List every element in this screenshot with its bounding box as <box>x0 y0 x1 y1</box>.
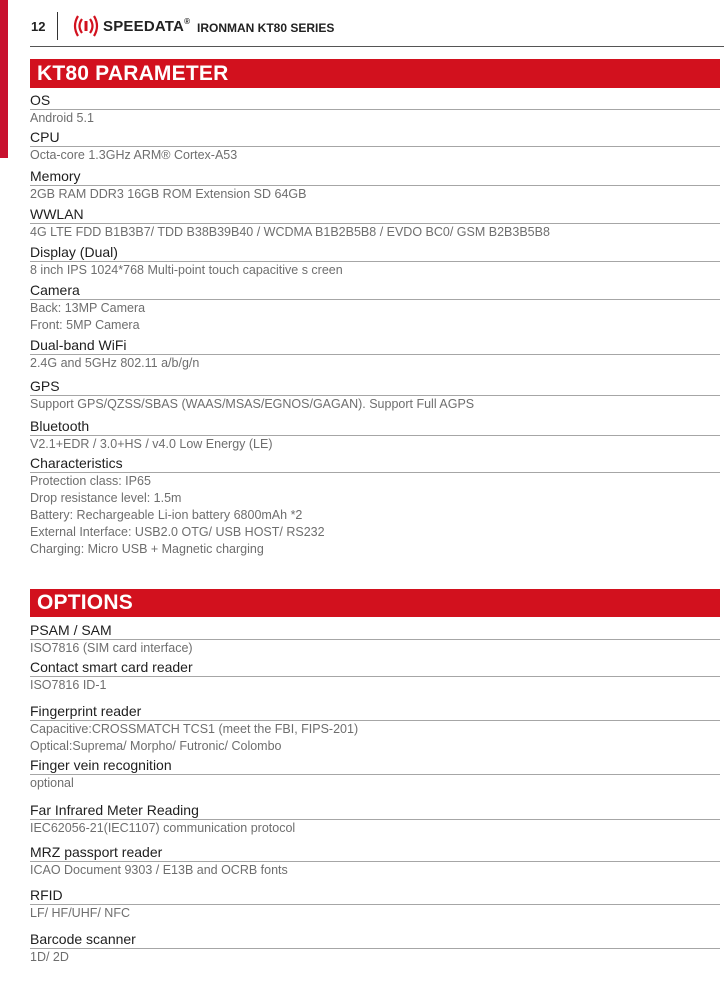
spec-row <box>30 622 720 659</box>
spec-row <box>30 378 720 418</box>
spec-row <box>30 244 720 282</box>
spec-row <box>30 802 720 844</box>
header-rule <box>30 46 724 47</box>
spec-value: Back: 13MP Camera <box>30 301 146 315</box>
spec-row <box>30 337 720 378</box>
spec-label: Barcode scanner <box>30 931 136 947</box>
spec-row <box>30 703 720 757</box>
spec-label: Characteristics <box>30 455 123 471</box>
spec-label: WWLAN <box>30 206 84 222</box>
spec-value: V2.1+EDR / 3.0+HS / v4.0 Low Energy (LE) <box>30 437 273 451</box>
spec-label: Far Infrared Meter Reading <box>30 802 199 818</box>
spec-label: Camera <box>30 282 80 298</box>
spec-row <box>30 931 720 972</box>
parameter-section-title: KT80 PARAMETER <box>30 59 720 88</box>
spec-value: Android 5.1 <box>30 111 94 125</box>
spec-label: CPU <box>30 129 60 145</box>
spec-value: ISO7816 (SIM card interface) <box>30 641 193 655</box>
header-divider <box>57 12 58 40</box>
spec-label: Bluetooth <box>30 418 90 434</box>
spec-row <box>30 455 720 558</box>
spec-label: MRZ passport reader <box>30 844 163 860</box>
spec-label: Display (Dual) <box>30 244 118 260</box>
spec-label: Fingerprint reader <box>30 703 142 719</box>
spec-value: Protection class: IP65 <box>30 474 151 488</box>
spec-value: Front: 5MP Camera <box>30 318 140 332</box>
spec-value: Charging: Micro USB + Magnetic charging <box>30 542 264 556</box>
page-number: 12 <box>31 19 46 34</box>
series-title: IRONMAN KT80 SERIES <box>197 21 335 35</box>
options-list <box>30 622 720 972</box>
spec-value: LF/ HF/UHF/ NFC <box>30 906 130 920</box>
spec-label: Contact smart card reader <box>30 659 193 675</box>
spec-value: External Interface: USB2.0 OTG/ USB HOST/ RS232 <box>30 525 325 539</box>
signal-waves-icon <box>72 13 100 39</box>
spec-row <box>30 418 720 455</box>
spec-value: IEC62056-21(IEC1107) communication protocol <box>30 821 296 835</box>
spec-label: PSAM / SAM <box>30 622 112 638</box>
spec-value: 1D/ 2D <box>30 950 69 964</box>
spec-value: Battery: Rechargeable Li-ion battery 6800mAh *2 <box>30 508 303 522</box>
spec-value: Support GPS/QZSS/SBAS (WAAS/MSAS/EGNOS/GAGAN). Support Full AGPS <box>30 397 475 411</box>
brand-logo <box>72 12 190 40</box>
spec-value: 2GB RAM DDR3 16GB ROM Extension SD 64GB <box>30 187 307 201</box>
spec-label: GPS <box>30 378 60 394</box>
spec-row <box>30 659 720 703</box>
spec-label: Finger vein recognition <box>30 757 172 773</box>
page-header <box>0 0 724 47</box>
spec-value: Optical:Suprema/ Morpho/ Futronic/ Colombo <box>30 739 282 753</box>
spec-label: Memory <box>30 168 81 184</box>
spec-value: 4G LTE FDD B1B3B7/ TDD B38B39B40 / WCDMA B1B2B5B8 / EVDO BC0/ GSM B2B3B5B8 <box>30 225 550 239</box>
parameter-list <box>30 92 720 558</box>
spec-row <box>30 168 720 206</box>
spec-row <box>30 757 720 802</box>
spec-label: Dual-band WiFi <box>30 337 127 353</box>
spec-value: optional <box>30 776 74 790</box>
spec-value: 8 inch IPS 1024*768 Multi-point touch capacitive s creen <box>30 263 343 277</box>
spec-row <box>30 206 720 244</box>
spec-value: ISO7816 ID-1 <box>30 678 107 692</box>
spec-value: Octa-core 1.3GHz ARM® Cortex-A53 <box>30 148 238 162</box>
spec-value: Drop resistance level: 1.5m <box>30 491 182 505</box>
spec-row <box>30 844 720 887</box>
spec-row <box>30 92 720 129</box>
spec-row <box>30 282 720 337</box>
spec-row <box>30 129 720 168</box>
brand-name: SPEEDATA® <box>103 17 191 35</box>
spec-value: Capacitive:CROSSMATCH TCS1 (meet the FBI, FIPS-201) <box>30 722 359 736</box>
spec-label: OS <box>30 92 51 108</box>
spec-label: RFID <box>30 887 63 903</box>
spec-value: 2.4G and 5GHz 802.11 a/b/g/n <box>30 356 200 370</box>
spec-value: ICAO Document 9303 / E13B and OCRB fonts <box>30 863 288 877</box>
options-section-title: OPTIONS <box>30 589 720 617</box>
spec-row <box>30 887 720 931</box>
